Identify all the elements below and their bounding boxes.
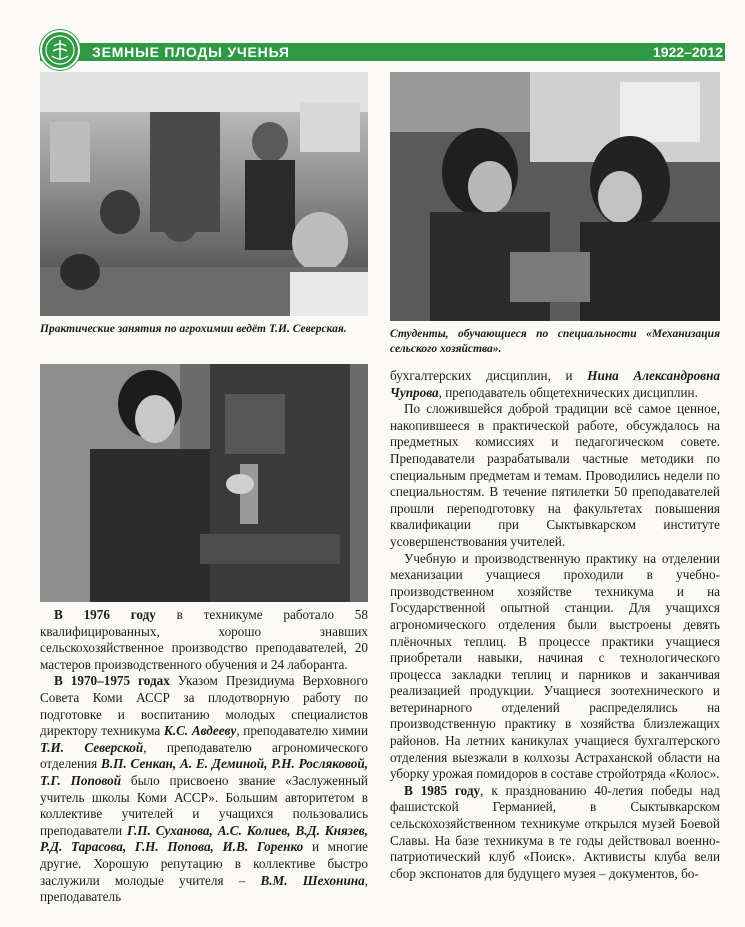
section-title: ЗЕМНЫЕ ПЛОДЫ УЧЕНЬЯ	[92, 44, 290, 60]
year-1985: В 1985 году	[404, 782, 481, 798]
text-segment: и многие другие. Хорошую репутацию в коллективе быстро заслужили молодые учителя –	[40, 839, 368, 888]
paragraph-traditions: По сложившейся доброй традиции всё самое ценное, накопившееся в практической работе, обсуждалось на предметных комиссиях и педагогическом совете. Преподаватели разрабатывали частные методики по специальным предметам и темам. Проводились недели по специальностям. В течение пятилетки 50 преподавателей прошли переподготовку на факультетах повышения квалификации при Сыктывкарском институте усовершенствования учителей.	[390, 401, 720, 549]
person-names: Г.П. Суханова, А.С. Колиев, В.Д. Князев, Р.Д. Тарасова, Г.Н. Попова, И.В. Горенко	[40, 822, 368, 855]
text-column-right	[390, 368, 720, 882]
text-segment: , преподаватель общетехнических дисциплин.	[438, 384, 698, 400]
text-1976: в техникуме работало 58 квалифицированных, хорошо знавших сельскохозяйственное производство преподавателей, 20 мастеров производственного обучения и 24 лаборанта.	[40, 607, 368, 672]
caption-top-left: Практические занятия по агрохимии ведёт Т.И. Северская.	[40, 323, 347, 335]
paragraph-1970-1975	[40, 673, 368, 905]
text-segment: было присвоено звание «Заслуженный учитель школы Коми АССР». Большим авторитетом в коллективе учителей и учащихся пользовались преподаватели	[40, 772, 368, 838]
text-segment: Указом Президиума Верховного Совета Коми АССР за плодотворную работу по подготовке и воспитанию молодых специалистов директору техникума	[40, 673, 368, 739]
years-1970-1975: В 1970–1975 годах	[54, 673, 170, 689]
text-segment: , преподавателю агрономического отделения	[40, 739, 368, 772]
paragraph-practice: Учебную и производственную практику на отделении механизации учащиеся проходили в учебно-производственном хозяйстве техникума и на Государственной опытной станции. Для учащихся агрономического отделения были выстроены девять плёночных теплиц. В процессе практики учащиеся приобретали навыки, начиная с технологического процесса закладки теплиц и парников и заканчивая реализацией продукции. Учащиеся зоотехнического и ветеринарного отделений распределялись на производственную практику в хозяйства близлежащих районов. На летних каникулах учащиеся бухгалтерского отделения выезжали в колхозы Астраханской области на уборку урожая помидоров в составе стройотряда «Колос».	[390, 550, 720, 782]
photo-classroom-agrochemistry	[40, 72, 368, 316]
photo-mechanization-students	[390, 72, 720, 321]
text-column-left	[40, 607, 368, 906]
person-names: В.П. Сенкан, А. Е. Деминой, Р.Н. Росляковой, Т.Г. Поповой	[40, 756, 368, 788]
paragraph-1976	[40, 607, 368, 673]
person-name: Нина Александровна Чупрова	[390, 368, 720, 400]
person-name: Т.И. Северской	[40, 739, 144, 755]
header-years: 1922–2012	[652, 44, 723, 60]
emblem-logo-icon	[40, 30, 80, 70]
person-name: К.С. Авдееву	[163, 723, 237, 739]
paragraph-1985	[390, 783, 720, 883]
paragraph-continuation	[390, 368, 720, 401]
year-1976: В 1976 году	[54, 607, 156, 622]
text-segment: бухгалтерских дисциплин, и	[390, 368, 588, 383]
text-segment: , преподавателю химии	[236, 723, 368, 739]
page-header	[0, 30, 745, 62]
text-segment: , преподаватель	[40, 872, 368, 905]
caption-top-right: Студенты, обучающиеся по специальности «Механизация сельского хозяйства».	[390, 328, 720, 355]
person-name: В.М. Шехонина	[260, 872, 365, 888]
photo-student-at-drill	[40, 364, 368, 602]
text-segment: , к празднованию 40-летия победы над фашистской Германией, в Сыктывкарском сельскохозяйственном техникуме открылся музей Боевой Славы. На базе техникума в те годы действовал военно-патриотический клуб «Поиск». Активисты клуба вели сбор экспонатов для будущего музея – документов, бо-	[390, 782, 721, 881]
